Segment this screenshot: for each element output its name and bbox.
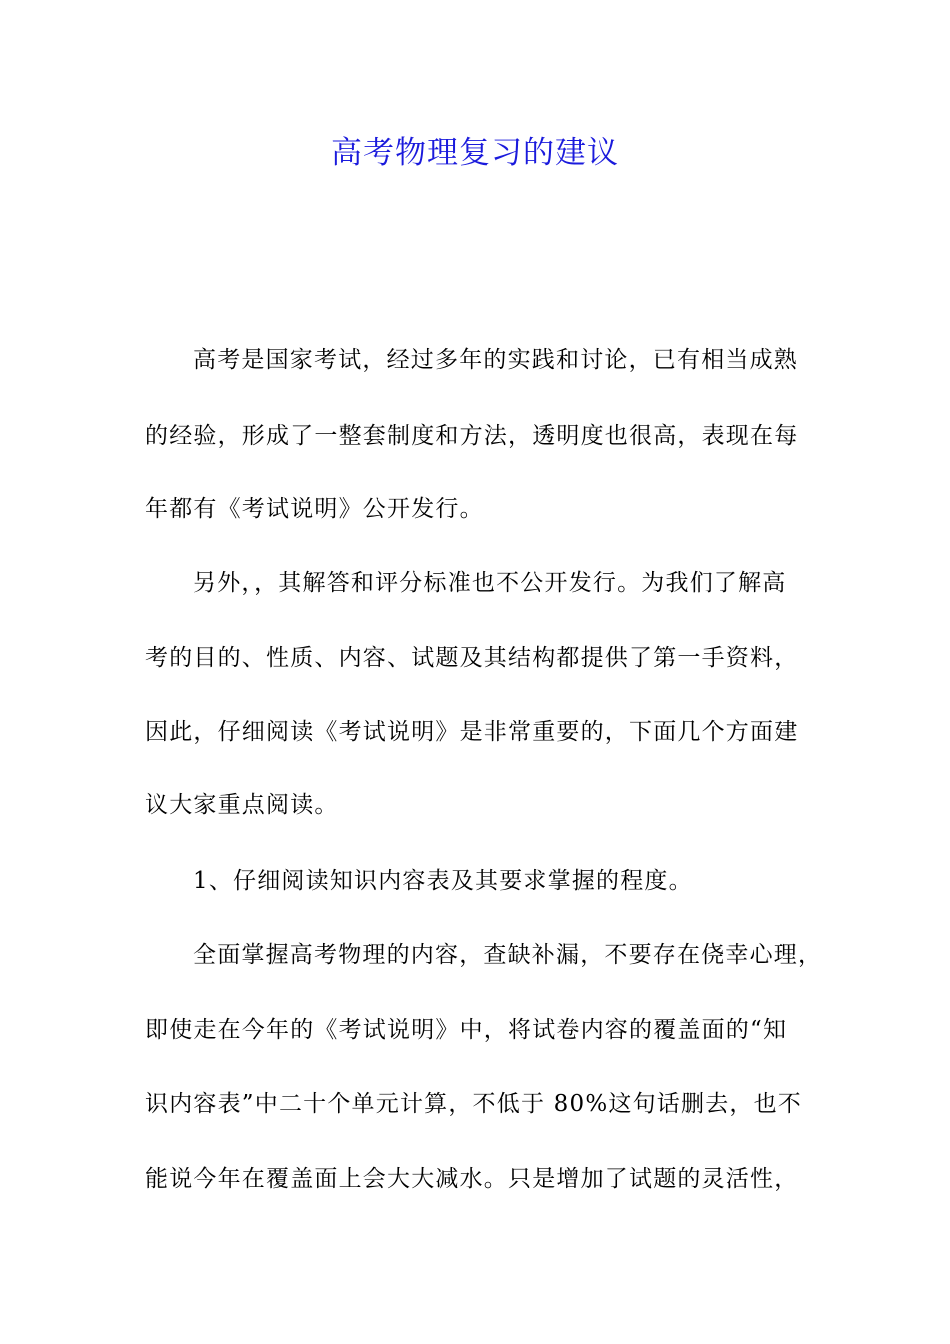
- paragraph-line: 能说今年在覆盖面上会大大减水。只是增加了试题的灵活性，: [145, 1166, 799, 1192]
- paragraph-line: 高考是国家考试，经过多年的实践和讨论，已有相当成熟: [193, 347, 798, 373]
- paragraph-line: 因此，仔细阅读《考试说明》是非常重要的，下面几个方面建: [145, 719, 799, 745]
- paragraph-line: 议大家重点阅读。: [145, 792, 339, 818]
- paragraph-line: 考的目的、性质、内容、试题及其结构都提供了第一手资料，: [145, 645, 799, 671]
- paragraph-line: 年都有《考试说明》公开发行。: [145, 496, 484, 522]
- paragraph-line: 识内容表”中二十个单元计算，不低于 80%这句话删去，也不: [145, 1091, 802, 1117]
- paragraph-line: 即使走在今年的《考试说明》中，将试卷内容的覆盖面的“知: [145, 1017, 788, 1043]
- document-title: 高考物理复习的建议: [331, 135, 619, 171]
- paragraph-line: 1、仔细阅读知识内容表及其要求掌握的程度。: [193, 868, 693, 894]
- paragraph-line: 的经验，形成了一整套制度和方法，透明度也很高，表现在每: [145, 423, 799, 449]
- paragraph-line: 全面掌握高考物理的内容，查缺补漏，不要存在侥幸心理，: [193, 942, 823, 968]
- paragraph-line: 另外，，其解答和评分标准也不公开发行。为我们了解高: [193, 570, 787, 596]
